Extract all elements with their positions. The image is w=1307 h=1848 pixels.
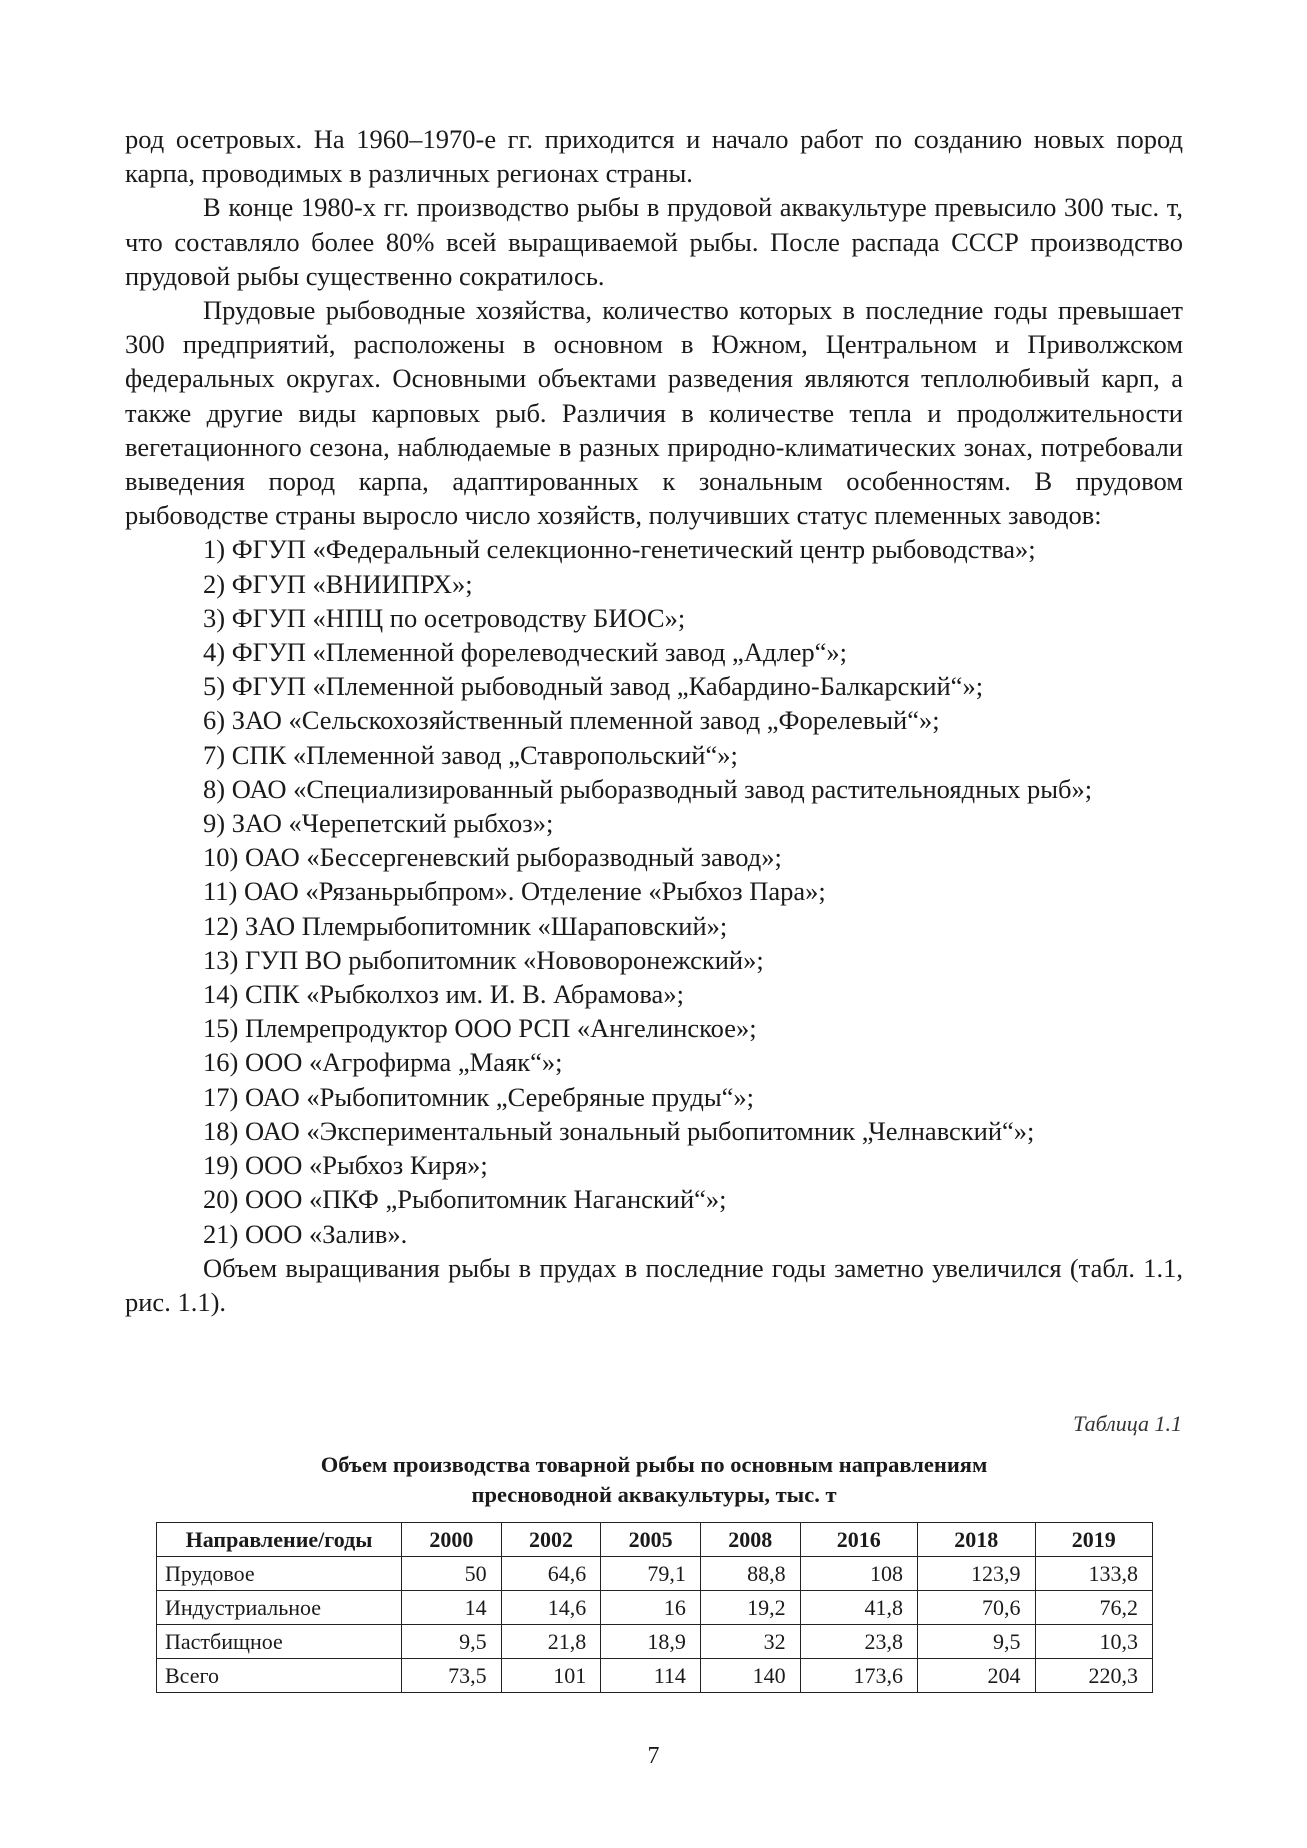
- paragraph-1: род осетровых. На 1960–1970-е гг. приходится и начало работ по созданию новых пород карпа, проводимых в различных регионах страны.: [125, 124, 1183, 189]
- table-cell: 19,2: [700, 1591, 800, 1625]
- table-header-row: [157, 1523, 1153, 1557]
- list-item: 15) Племрепродуктор ООО РСП «Ангелинское»;: [203, 1013, 757, 1044]
- table-cell: 50: [402, 1557, 502, 1591]
- list-item: 4) ФГУП «Племенной форелеводческий завод „Адлер“»;: [203, 637, 848, 668]
- table-cell: 23,8: [800, 1625, 917, 1659]
- list-item: 19) ООО «Рыбхоз Киря»;: [203, 1150, 488, 1181]
- list-item: 6) ЗАО «Сельскохозяйственный племенной завод „Форелевый“»;: [203, 705, 940, 736]
- page-number: 7: [647, 1743, 660, 1769]
- row-label: Пастбищное: [157, 1625, 402, 1659]
- body-text: [125, 122, 1183, 1319]
- header-cell: 2000: [402, 1523, 502, 1557]
- row-label: Прудовое: [157, 1557, 402, 1591]
- table-cell: 64,6: [501, 1557, 601, 1591]
- table-cell: 14: [402, 1591, 502, 1625]
- table-cell: 10,3: [1035, 1625, 1153, 1659]
- table-cell: 73,5: [402, 1659, 502, 1693]
- list-item: 8) ОАО «Специализированный рыборазводный завод растительноядных рыб»;: [203, 773, 1093, 804]
- list-item: 10) ОАО «Бессергеневский рыборазводный завод»;: [203, 842, 782, 873]
- table-row: [157, 1591, 1153, 1625]
- header-cell: 2016: [800, 1523, 917, 1557]
- header-cell: 2008: [700, 1523, 800, 1557]
- table-row: [157, 1557, 1153, 1591]
- table-cell: 70,6: [918, 1591, 1035, 1625]
- list-item: 2) ФГУП «ВНИИПРХ»;: [203, 568, 473, 599]
- table-row: [157, 1659, 1153, 1693]
- header-cell: 2005: [601, 1523, 701, 1557]
- row-label: Индустриальное: [157, 1591, 402, 1625]
- list-item: 12) ЗАО Племрыбопитомник «Шараповский»;: [203, 910, 728, 941]
- table-title-line-2: пресноводной аквакультуры, тыс. т: [471, 1482, 837, 1507]
- header-cell: 2018: [918, 1523, 1035, 1557]
- table-cell: 21,8: [501, 1625, 601, 1659]
- paragraph-2: В конце 1980-х гг. производство рыбы в прудовой аквакультуре превысило 300 тыс. т, что составляло более 80% всей выращиваемой рыбы. После распада СССР производство прудовой рыбы существенно сократилось.: [125, 192, 1183, 291]
- breeding-farms-list: [125, 532, 1183, 1250]
- table-cell: 14,6: [501, 1591, 601, 1625]
- table-cell: 32: [700, 1625, 800, 1659]
- table-cell: 79,1: [601, 1557, 701, 1591]
- list-item: 21) ООО «Залив».: [203, 1218, 408, 1249]
- table-cell: 41,8: [800, 1591, 917, 1625]
- list-item: 16) ООО «Агрофирма „Маяк“»;: [203, 1047, 563, 1078]
- table-cell: 133,8: [1035, 1557, 1153, 1591]
- table-cell: 140: [700, 1659, 800, 1693]
- list-item: 11) ОАО «Рязаньрыбпром». Отделение «Рыбхоз Пара»;: [203, 876, 826, 907]
- table-cell: 16: [601, 1591, 701, 1625]
- table-cell: 101: [501, 1659, 601, 1693]
- table-cell: 123,9: [918, 1557, 1035, 1591]
- table-cell: 88,8: [700, 1557, 800, 1591]
- list-item: 7) СПК «Племенной завод „Ставропольский“»;: [203, 739, 738, 770]
- table-cell: 173,6: [800, 1659, 917, 1693]
- table-cell: 76,2: [1035, 1591, 1153, 1625]
- table-label: Таблица 1.1: [1073, 1411, 1182, 1436]
- list-item: 13) ГУП ВО рыбопитомник «Нововоронежский»;: [203, 944, 764, 975]
- header-cell: 2002: [501, 1523, 601, 1557]
- list-item: 20) ООО «ПКФ „Рыбопитомник Наганский“»;: [203, 1184, 727, 1215]
- production-table: [156, 1522, 1153, 1693]
- header-cell: Направление/годы: [157, 1523, 402, 1557]
- list-item: 14) СПК «Рыбколхоз им. И. В. Абрамова»;: [203, 979, 684, 1010]
- row-label: Всего: [157, 1659, 402, 1693]
- list-item: 18) ОАО «Экспериментальный зональный рыбопитомник „Челнавский“»;: [203, 1115, 1035, 1146]
- list-item: 17) ОАО «Рыбопитомник „Серебряные пруды“»;: [203, 1081, 755, 1112]
- table-cell: 220,3: [1035, 1659, 1153, 1693]
- paragraph-3: Прудовые рыбоводные хозяйства, количество которых в последние годы превышает 300 предприятий, расположены в основном в Южном, Центральном и Приволжском федеральных округах. Основными объектами разведения являются теплолюбивый карп, а также другие виды карповых рыб. Различия в количестве тепла и продолжительности вегетационного сезона, наблюдаемые в разных природно-климатических зонах, потребовали выведения пород карпа, адаптированных к зональным особенностям. В прудовом рыбоводстве страны выросло число хозяйств, получивших статус племенных заводов:: [125, 295, 1183, 531]
- list-item: 5) ФГУП «Племенной рыбоводный завод „Кабардино-Балкарский“»;: [203, 671, 984, 702]
- list-item: 9) ЗАО «Черепетский рыбхоз»;: [203, 808, 554, 839]
- table-cell: 9,5: [918, 1625, 1035, 1659]
- list-item: 3) ФГУП «НПЦ по осетроводству БИОС»;: [203, 602, 686, 633]
- table-cell: 108: [800, 1557, 917, 1591]
- table-cell: 9,5: [402, 1625, 502, 1659]
- header-cell: 2019: [1035, 1523, 1153, 1557]
- paragraph-4: Объем выращивания рыбы в прудах в последние годы заметно увеличился (табл. 1.1, рис. 1.1).: [125, 1252, 1183, 1317]
- list-item: 1) ФГУП «Федеральный селекционно-генетический центр рыбоводства»;: [203, 534, 1036, 565]
- table-title: [125, 1450, 1183, 1510]
- table-cell: 114: [601, 1659, 701, 1693]
- table-cell: 18,9: [601, 1625, 701, 1659]
- table-cell: 204: [918, 1659, 1035, 1693]
- table-row: [157, 1625, 1153, 1659]
- table-title-line-1: Объем производства товарной рыбы по основным направлениям: [320, 1452, 988, 1477]
